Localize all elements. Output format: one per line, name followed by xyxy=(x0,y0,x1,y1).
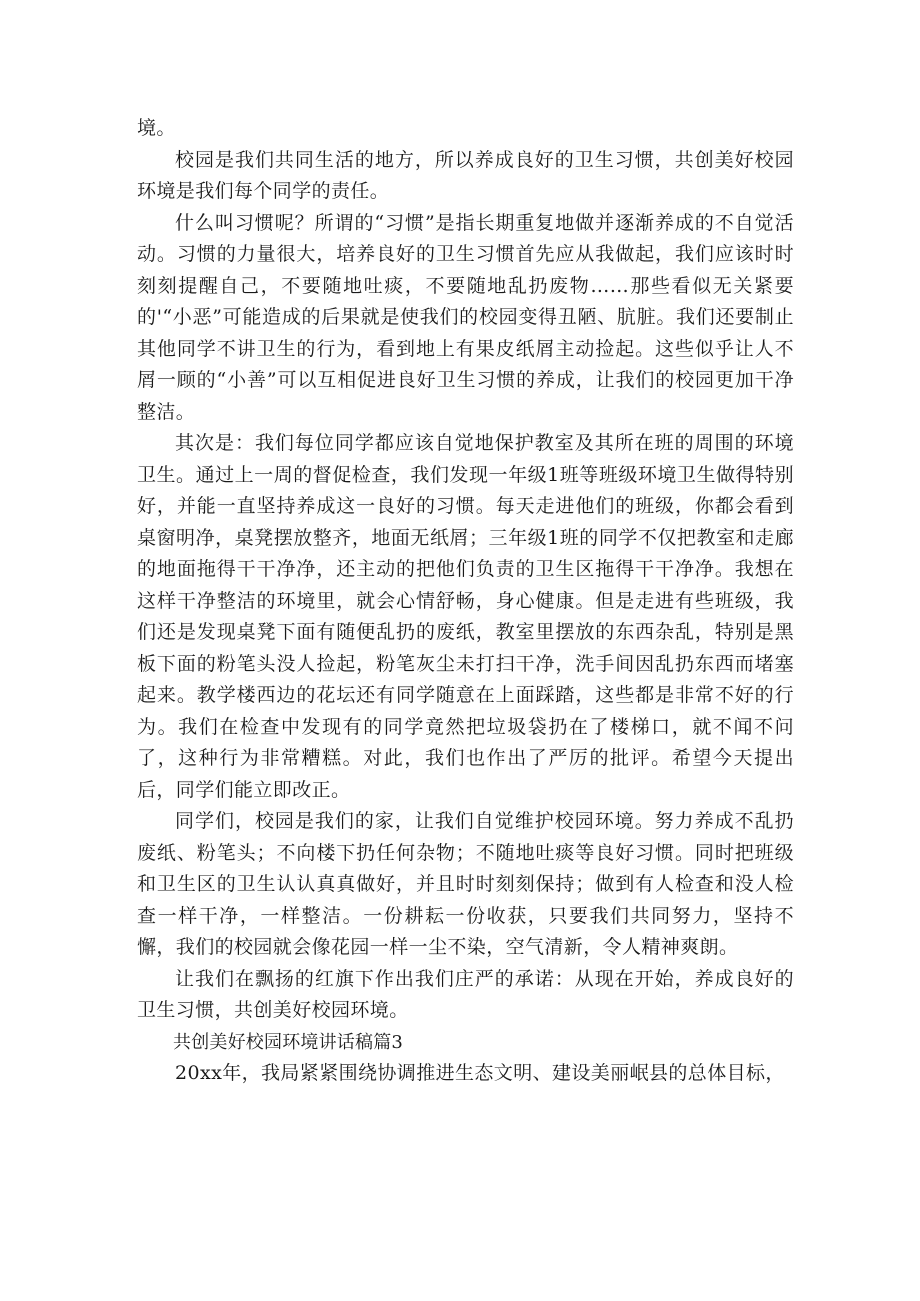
paragraph-classroom-hygiene: 其次是：我们每位同学都应该自觉地保护教室及其所在班的周围的环境卫生。通过上一周的督促检查，我们发现一年级1班等班级环境卫生做得特别好，并能一直坚持养成这一良好的习惯。每天走进他们的班级，你都会看到桌窗明净，桌凳摆放整齐，地面无纸屑；三年级1班的同学不仅把教室和走廊的地面拖得干干净净，还主动的把他们负责的卫生区拖得干干净净。我想在这样干净整洁的环境里，就会心情舒畅，身心健康。但是走进有些班级，我们还是发现桌凳下面有随便乱扔的废纸，教室里摆放的东西杂乱，特别是黑板下面的粉笔头没人捡起，粉笔灰尘未打扫干净，洗手间因乱扔东西而堵塞起来。教学楼西边的花坛还有同学随意在上面踩踏，这些都是非常不好的行为。我们在检查中发现有的同学竟然把垃圾袋扔在了楼梯口，就不闻不问了，这种行为非常糟糕。对此，我们也作出了严厉的批评。希望今天提出后，同学们能立即改正。 xyxy=(137,432,794,801)
paragraph-continuation: 境。 xyxy=(137,117,176,139)
paragraph-call-to-action: 同学们，校园是我们的家，让我们自觉维护校园环境。努力养成不乱扔废纸、粉笔头；不向楼下扔任何杂物；不随地吐痰等良好习惯。同时把班级和卫生区的卫生认认真真做好，并且时时刻刻保持；做到有人检查和没人检查一样干净，一样整洁。一份耕耘一份收获，只要我们共同努力，坚持不懈，我们的校园就会像花园一样一尘不染，空气清新，令人精神爽朗。 xyxy=(137,810,794,958)
section-heading: 共创美好校园环境讲话稿篇3 xyxy=(173,1031,404,1053)
document-body xyxy=(137,113,794,1090)
paragraph-habits: 什么叫习惯呢？所谓的“习惯”是指长期重复地做并逐渐养成的不自觉活动。习惯的力量很大，培养良好的卫生习惯首先应从我做起，我们应该时时刻刻提醒自己，不要随地吐痰，不要随地乱扔废物……那些看似无关紧要的'“小恶”可能造成的后果就是使我们的校园变得丑陋、肮脏。我们还要制止其他同学不讲卫生的行为，看到地上有果皮纸屑主动捡起。这些似乎让人不屑一顾的“小善”可以互相促进良好卫生习惯的养成，让我们的校园更加干净整洁。 xyxy=(137,211,794,423)
paragraph-responsibility: 校园是我们共同生活的地方，所以养成良好的卫生习惯，共创美好校园环境是我们每个同学的责任。 xyxy=(137,148,794,202)
paragraph-promise: 让我们在飘扬的红旗下作出我们庄严的承诺：从现在开始，养成良好的卫生习惯，共创美好校园环境。 xyxy=(137,967,794,1021)
paragraph-final: 20xx年，我局紧紧围绕协调推进生态文明、建设美丽岷县的总体目标， xyxy=(175,1062,785,1084)
